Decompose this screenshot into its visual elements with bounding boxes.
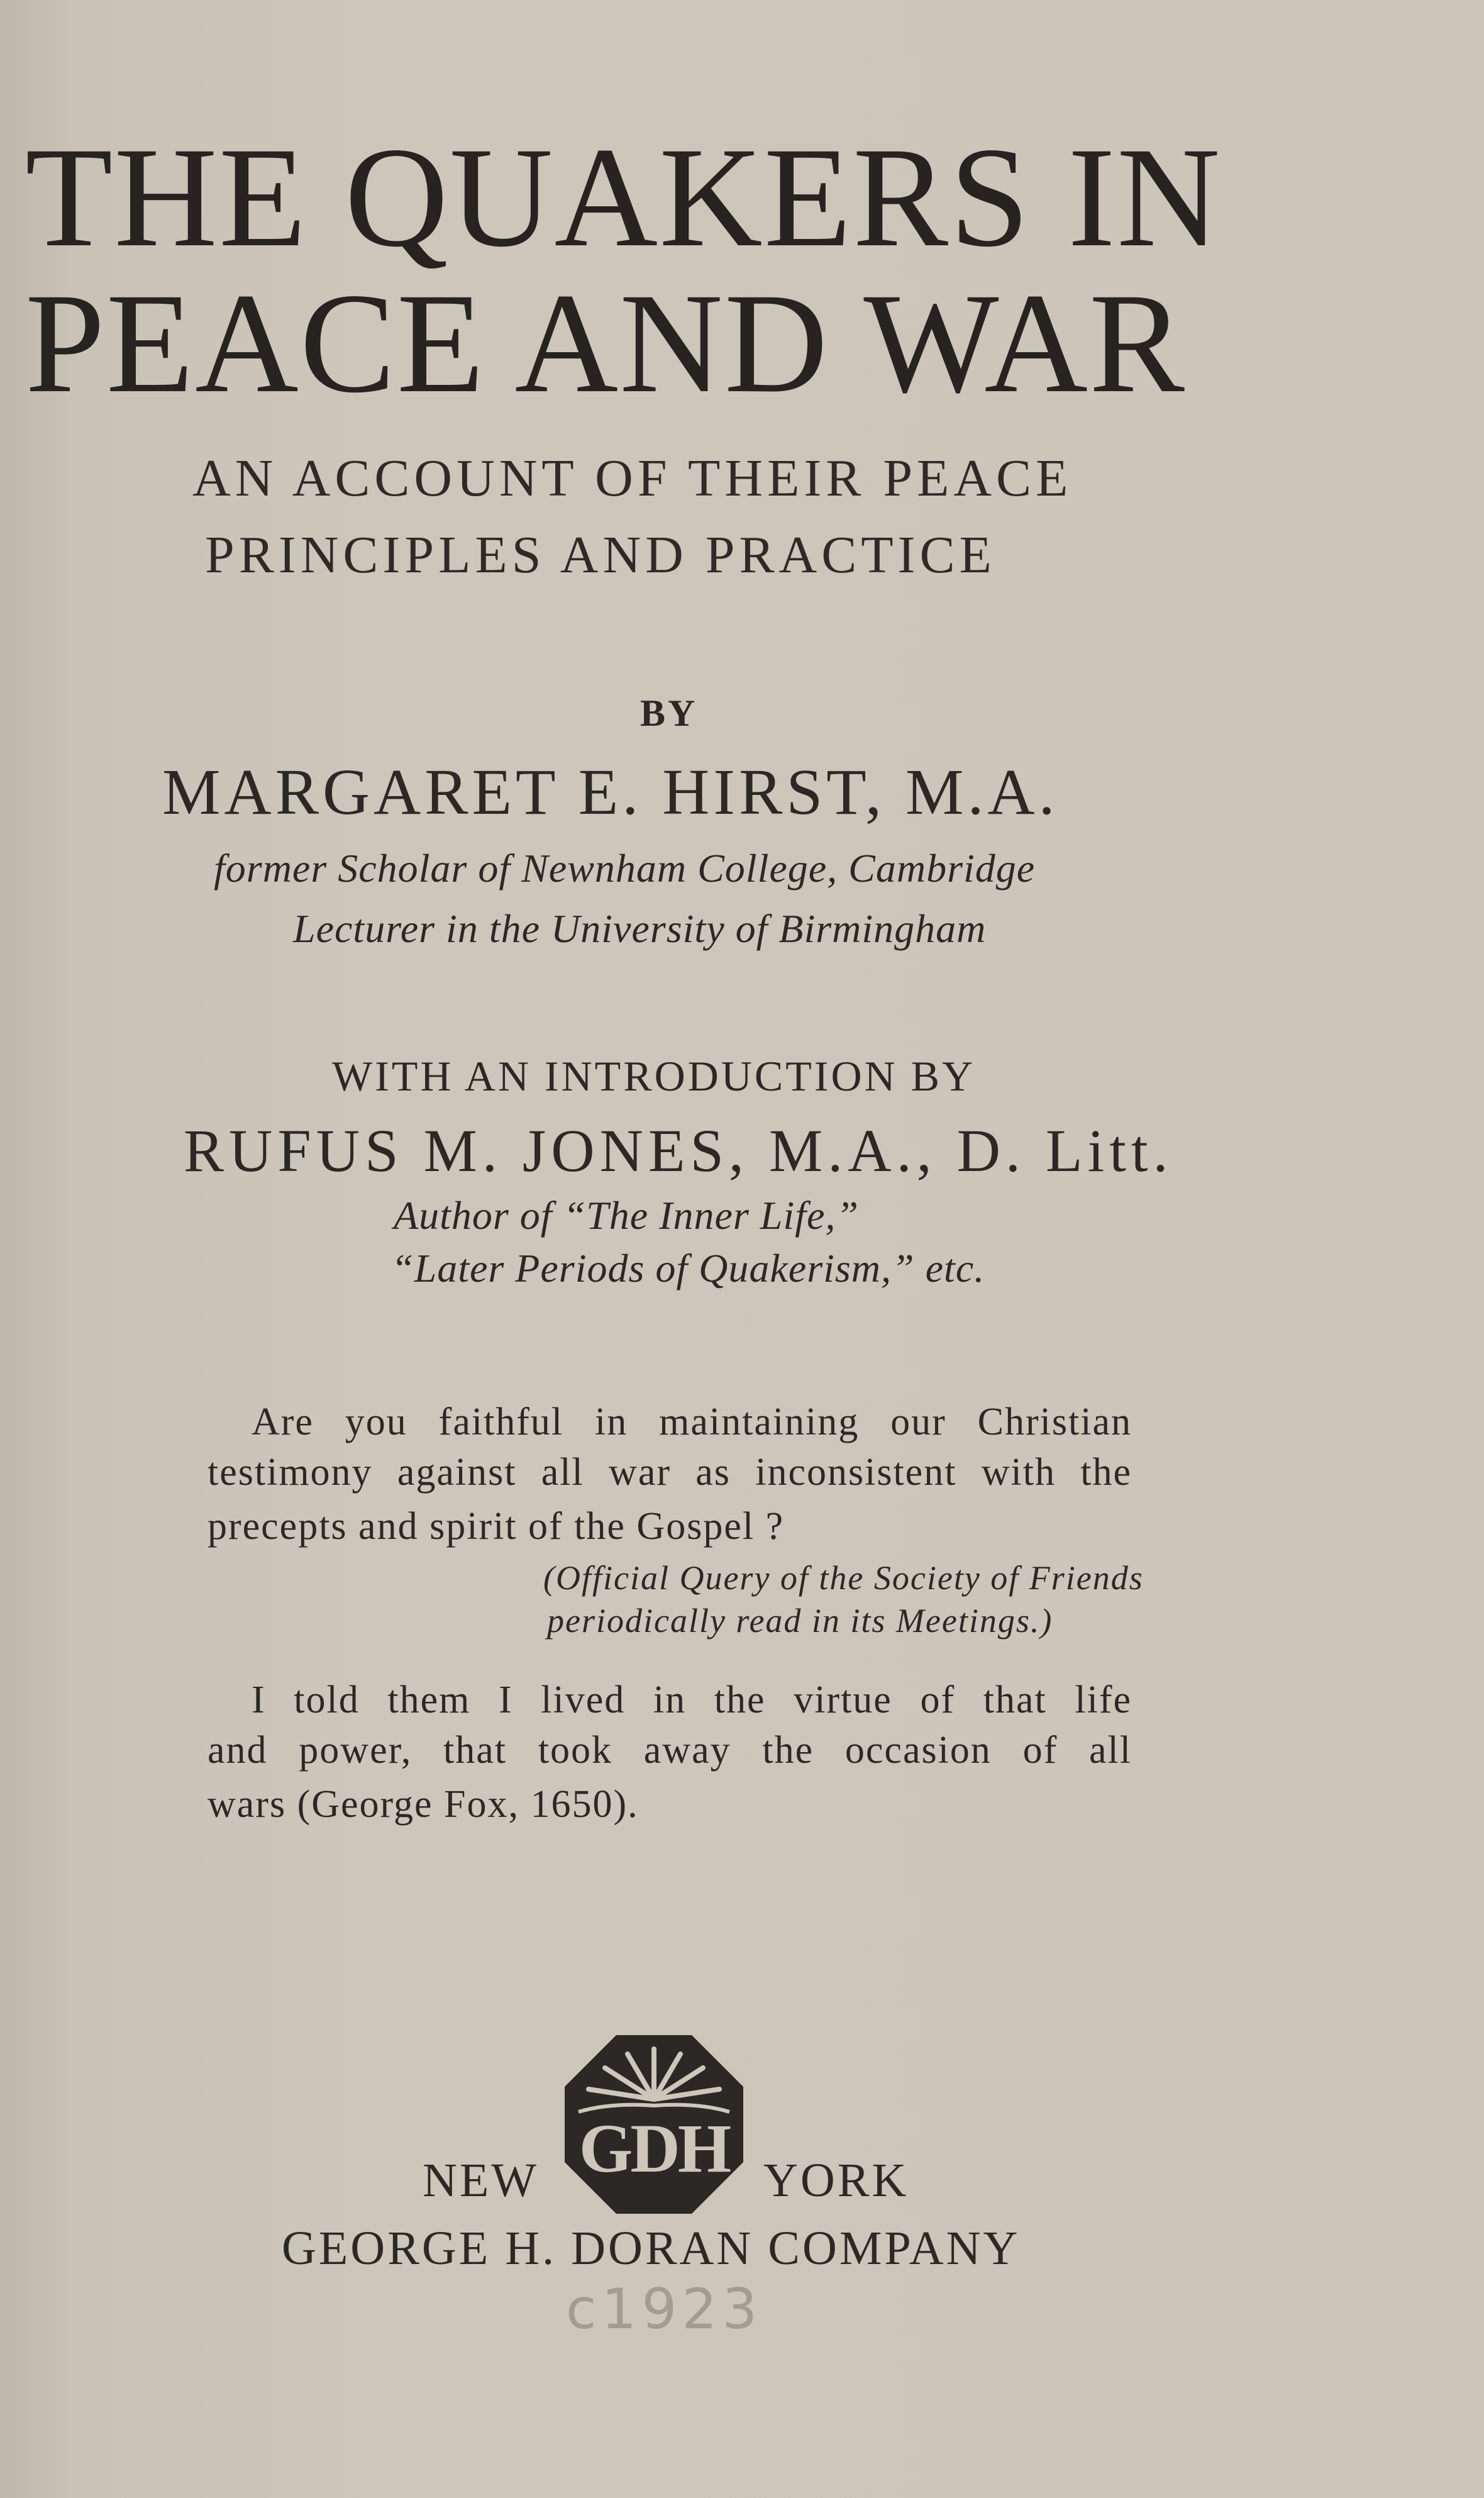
- title-line-1: THE QUAKERS IN: [25, 118, 1222, 277]
- introduction-label: WITH AN INTRODUCTION BY: [332, 1052, 976, 1100]
- epigraph-1-line-3: precepts and spirit of the Gospel ?: [208, 1505, 785, 1548]
- epigraph-2-line-3: [208, 1782, 639, 1827]
- publisher-city-right: YORK: [763, 2154, 909, 2207]
- epigraph-2-line-2: and power, that took away the occasion of all: [208, 1729, 1132, 1772]
- logo-letters: GDH: [579, 2110, 729, 2187]
- epigraph-1-source-1: (Official Query of the Society of Friends: [543, 1559, 1144, 1597]
- publisher-city-left: NEW: [423, 2154, 540, 2207]
- subtitle-line-2: PRINCIPLES AND PRACTICE: [205, 526, 996, 584]
- author-name: MARGARET E. HIRST, M.A.: [162, 756, 1059, 828]
- epigraph-1-line-2: testimony against all war as inconsistent with the: [208, 1451, 1132, 1494]
- epigraph-1-source-2: periodically read in its Meetings.): [547, 1602, 1053, 1640]
- by-label: BY: [640, 692, 698, 734]
- intro-author-name: RUFUS M. JONES, M.A., D. Litt.: [184, 1117, 1173, 1184]
- epigraph-2-line-3-text: wars (George Fox, 1650).: [208, 1783, 639, 1826]
- author-credential-1: former Scholar of Newnham College, Cambridge: [214, 846, 1036, 891]
- publisher-name: GEORGE H. DORAN COMPANY: [282, 2222, 1021, 2275]
- epigraph-1-line-1: Are you faithful in maintaining our Christian: [252, 1401, 1132, 1443]
- subtitle-line-1: AN ACCOUNT OF THEIR PEACE: [192, 449, 1073, 508]
- intro-author-credential-1: Author of “The Inner Life,”: [394, 1193, 859, 1238]
- intro-author-credential-2: “Later Periods of Quakerism,” etc.: [391, 1246, 985, 1291]
- pencil-annotation: c1923: [566, 2277, 763, 2341]
- publisher-logo: [560, 2030, 748, 2219]
- author-credential-2: Lecturer in the University of Birmingham: [293, 906, 987, 951]
- title-line-2: PEACE AND WAR: [25, 264, 1186, 423]
- epigraph-2-line-1: I told them I lived in the virtue of that life: [252, 1679, 1132, 1721]
